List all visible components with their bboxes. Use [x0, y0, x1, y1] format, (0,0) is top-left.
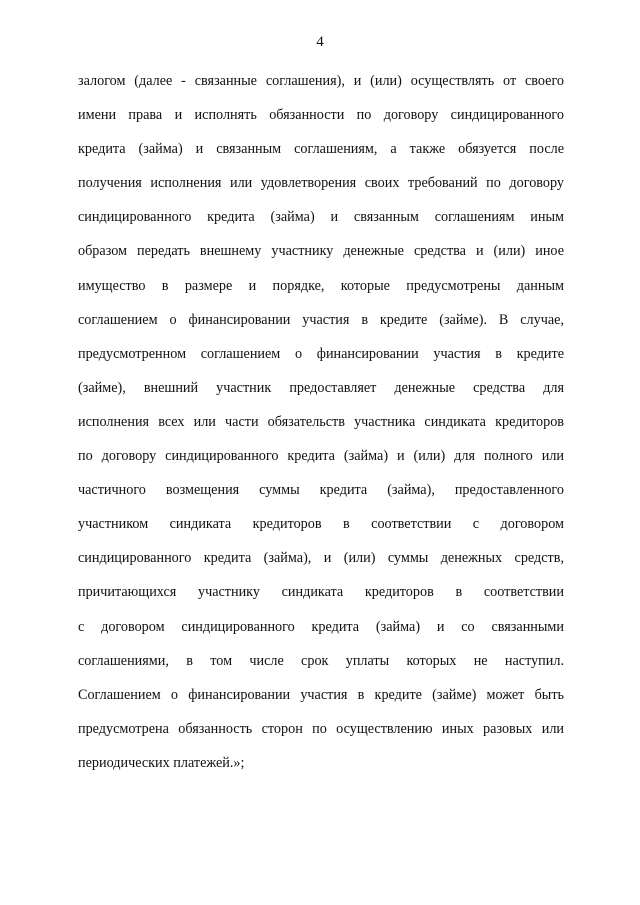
- text-line: причитающихся участнику синдиката кредиторов в соответствии: [78, 584, 564, 601]
- text-line: кредита (займа) и связанным соглашениям, а также обязуется после: [78, 141, 564, 158]
- text-line: участником синдиката кредиторов в соответствии с договором: [78, 516, 564, 533]
- text-line: синдицированного кредита (займа) и связанным соглашениям иным: [78, 209, 564, 226]
- text-line: залогом (далее - связанные соглашения), и (или) осуществлять от своего: [78, 73, 564, 89]
- text-line: (займе), внешний участник предоставляет денежные средства для: [78, 379, 564, 396]
- text-line: периодических платежей.»;: [78, 754, 245, 771]
- text-line: предусмотрена обязанность сторон по осуществлению иных разовых или: [78, 720, 564, 737]
- text-line: имени права и исполнять обязанности по договору синдицированного: [78, 107, 564, 124]
- text-line: синдицированного кредита (займа), и (или) суммы денежных средств,: [78, 550, 564, 567]
- text-line: исполнения всех или части обязательств участника синдиката кредиторов: [78, 413, 564, 430]
- page-number: 4: [316, 34, 324, 50]
- text-line: соглашением о финансировании участия в кредите (займе). В случае,: [78, 311, 564, 328]
- text-line: по договору синдицированного кредита (займа) и (или) для полного или: [78, 448, 564, 465]
- text-line: с договором синдицированного кредита (займа) и со связанными: [78, 618, 564, 635]
- text-line: образом передать внешнему участнику денежные средства и (или) иное: [78, 243, 564, 260]
- text-line: предусмотренном соглашением о финансировании участия в кредите: [78, 345, 564, 362]
- text-line: соглашениями, в том числе срок уплаты которых не наступил.: [78, 652, 564, 669]
- document-body: [78, 64, 564, 780]
- text-line: получения исполнения или удовлетворения своих требований по договору: [78, 175, 564, 192]
- text-line: частичного возмещения суммы кредита (займа), предоставленного: [78, 482, 564, 499]
- text-line: имущество в размере и порядке, которые предусмотрены данным: [78, 277, 564, 294]
- text-line: Соглашением о финансировании участия в кредите (займе) может быть: [78, 686, 564, 703]
